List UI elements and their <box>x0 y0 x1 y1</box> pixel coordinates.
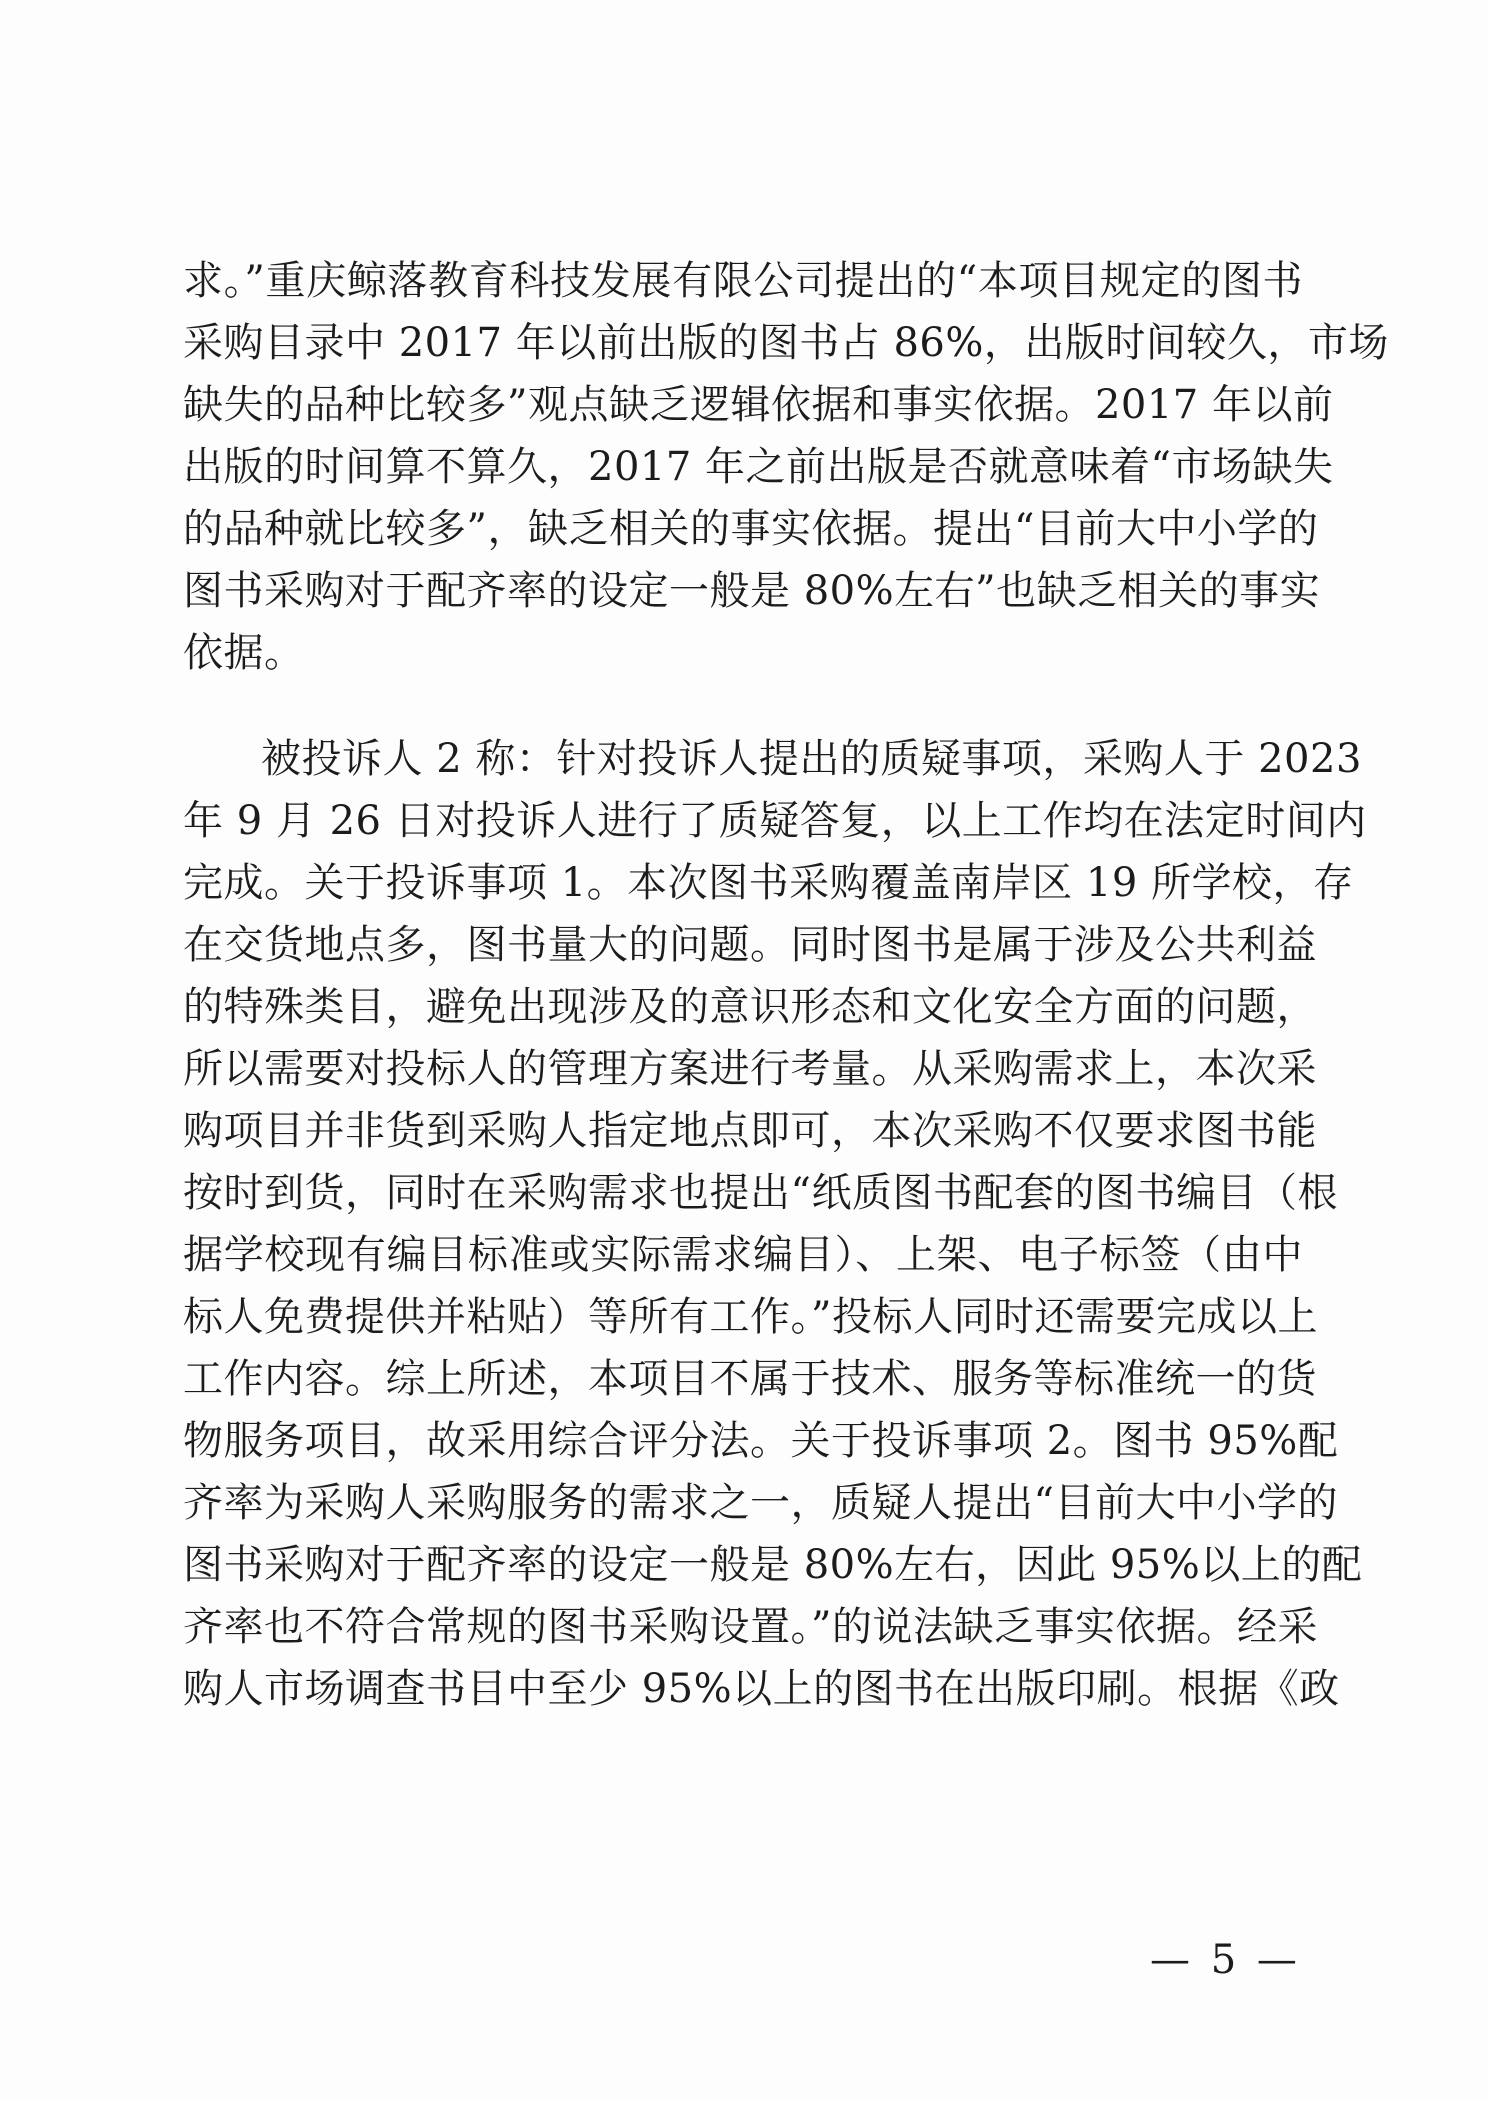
page-number: — 5 — <box>1150 1937 1301 1983</box>
text-line: 购项目并非货到采购人指定地点即可，本次采购不仅要求图书能 <box>183 1108 1317 1154</box>
text-line: 缺失的品种比较多”观点缺乏逻辑依据和事实依据。2017 年以前 <box>183 382 1334 428</box>
text-line: 按时到货，同时在采购需求也提出“纸质图书配套的图书编目（根 <box>183 1170 1338 1216</box>
text-line: 被投诉人 2 称：针对投诉人提出的质疑事项，采购人于 2023 <box>261 736 1362 782</box>
text-line: 购人市场调查书目中至少 95%以上的图书在出版印刷。根据《政 <box>183 1666 1340 1712</box>
text-line: 物服务项目，故采用综合评分法。关于投诉事项 2。图书 95%配 <box>183 1418 1339 1464</box>
text-line: 图书采购对于配齐率的设定一般是 80%左右，因此 95%以上的配 <box>183 1542 1363 1588</box>
text-line: 齐率为采购人采购服务的需求之一，质疑人提出“目前大中小学的 <box>183 1480 1338 1526</box>
text-line: 年 9 月 26 日对投诉人进行了质疑答复，以上工作均在法定时间内 <box>183 798 1367 844</box>
text-line: 依据。 <box>183 630 305 676</box>
text-line: 所以需要对投标人的管理方案进行考量。从采购需求上，本次采 <box>183 1046 1317 1092</box>
paragraph-gap <box>183 684 1303 728</box>
paragraph-1 <box>183 250 1389 684</box>
text-line: 采购目录中 2017 年以前出版的图书占 86%，出版时间较久，市场 <box>183 320 1389 366</box>
text-line: 标人免费提供并粘贴）等所有工作。”投标人同时还需要完成以上 <box>183 1294 1318 1340</box>
text-line: 完成。关于投诉事项 1。本次图书采购覆盖南岸区 19 所学校，存 <box>183 860 1354 906</box>
text-line: 据学校现有编目标准或实际需求编目）、上架、电子标签（由中 <box>183 1232 1303 1278</box>
text-line: 在交货地点多，图书量大的问题。同时图书是属于涉及公共利益 <box>183 922 1317 968</box>
text-line: 的品种就比较多”，缺乏相关的事实依据。提出“目前大中小学的 <box>183 506 1319 552</box>
text-line: 工作内容。综上所述，本项目不属于技术、服务等标准统一的货 <box>183 1356 1317 1402</box>
text-line: 的特殊类目，避免出现涉及的意识形态和文化安全方面的问题， <box>183 984 1317 1030</box>
body-text <box>183 250 1389 1720</box>
text-line: 出版的时间算不算久，2017 年之前出版是否就意味着“市场缺失 <box>183 444 1334 490</box>
text-line: 图书采购对于配齐率的设定一般是 80%左右”也缺乏相关的事实 <box>183 568 1321 614</box>
text-line: 齐率也不符合常规的图书采购设置。”的说法缺乏事实依据。经采 <box>183 1604 1318 1650</box>
paragraph-2 <box>183 728 1367 1720</box>
text-line: 求。”重庆鲸落教育科技发展有限公司提出的“本项目规定的图书 <box>183 258 1303 304</box>
